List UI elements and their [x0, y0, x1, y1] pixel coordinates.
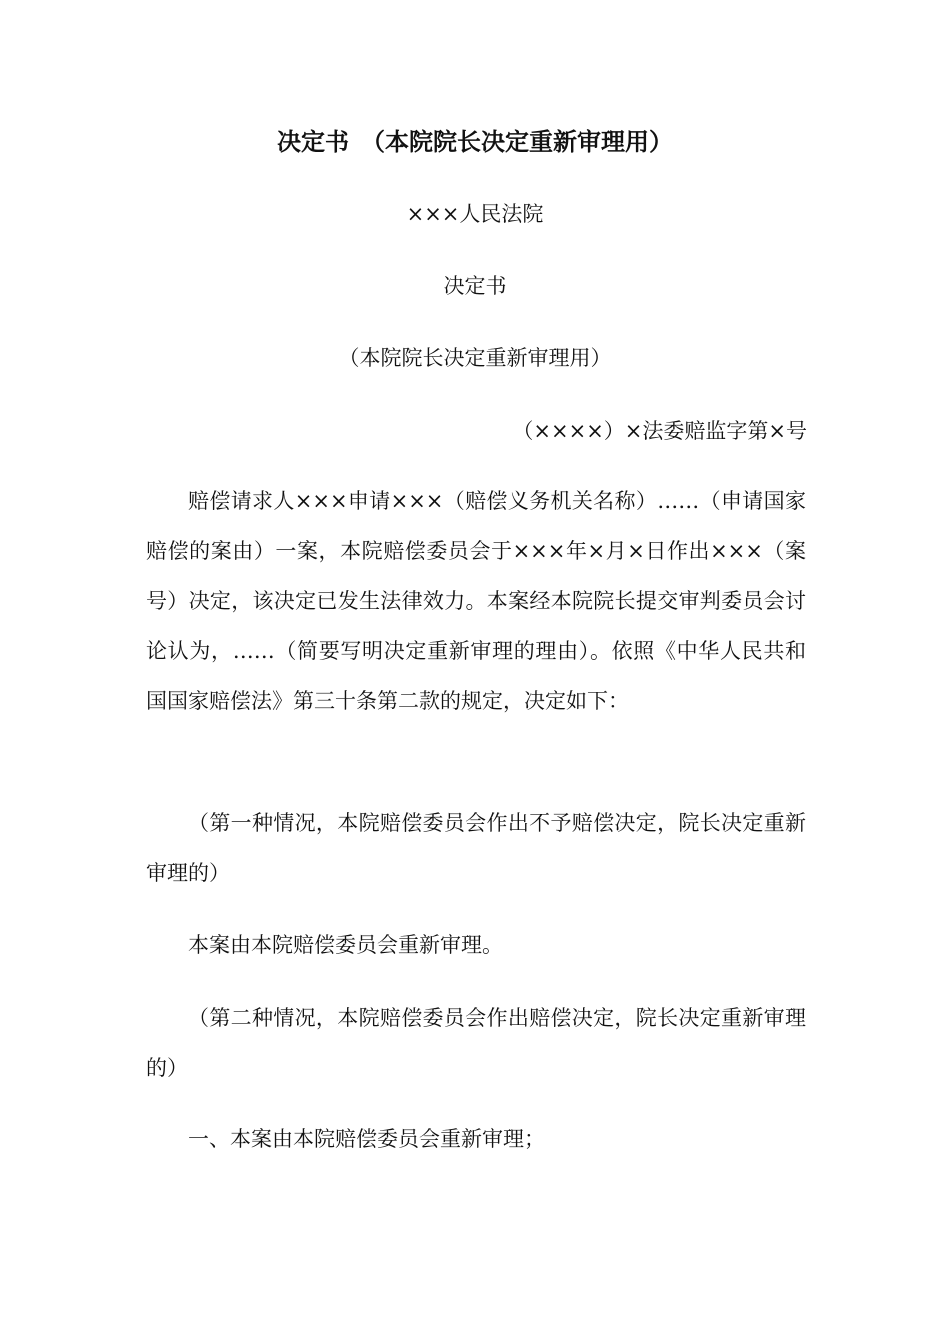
body-paragraph-facts: 赔偿请求人×××申请×××（赔偿义务机关名称）……（申请国家赔偿的案由）一案，本院赔偿委员会于×××年×月×日作出×××（案号）决定，该决定已发生法律效力。本案经本院院长提交审判委员会讨论认为，……（简要写明决定重新审理的理由）。依照《中华人民共和国国家赔偿法》第三十条第二款的规定，决定如下： [146, 489, 806, 713]
case-number: （××××）×法委赔监字第×号 [512, 419, 807, 443]
document-title: 决定书 （本院院长决定重新审理用） [277, 127, 673, 156]
body-paragraph-case-one-note: （第一种情况，本院赔偿委员会作出不予赔偿决定，院长决定重新审理的） [146, 811, 806, 885]
body-paragraph-case-two-note: （第二种情况，本院赔偿委员会作出赔偿决定，院长决定重新审理的） [146, 1006, 806, 1080]
body-paragraph-case-one-decision: 本案由本院赔偿委员会重新审理。 [188, 933, 503, 957]
court-name: ×××人民法院 [406, 202, 544, 226]
document-subtitle: （本院院长决定重新审理用） [338, 346, 612, 370]
body-paragraph-case-two-item-one: 一、本案由本院赔偿委员会重新审理； [188, 1127, 545, 1151]
document-type: 决定书 [443, 274, 507, 298]
